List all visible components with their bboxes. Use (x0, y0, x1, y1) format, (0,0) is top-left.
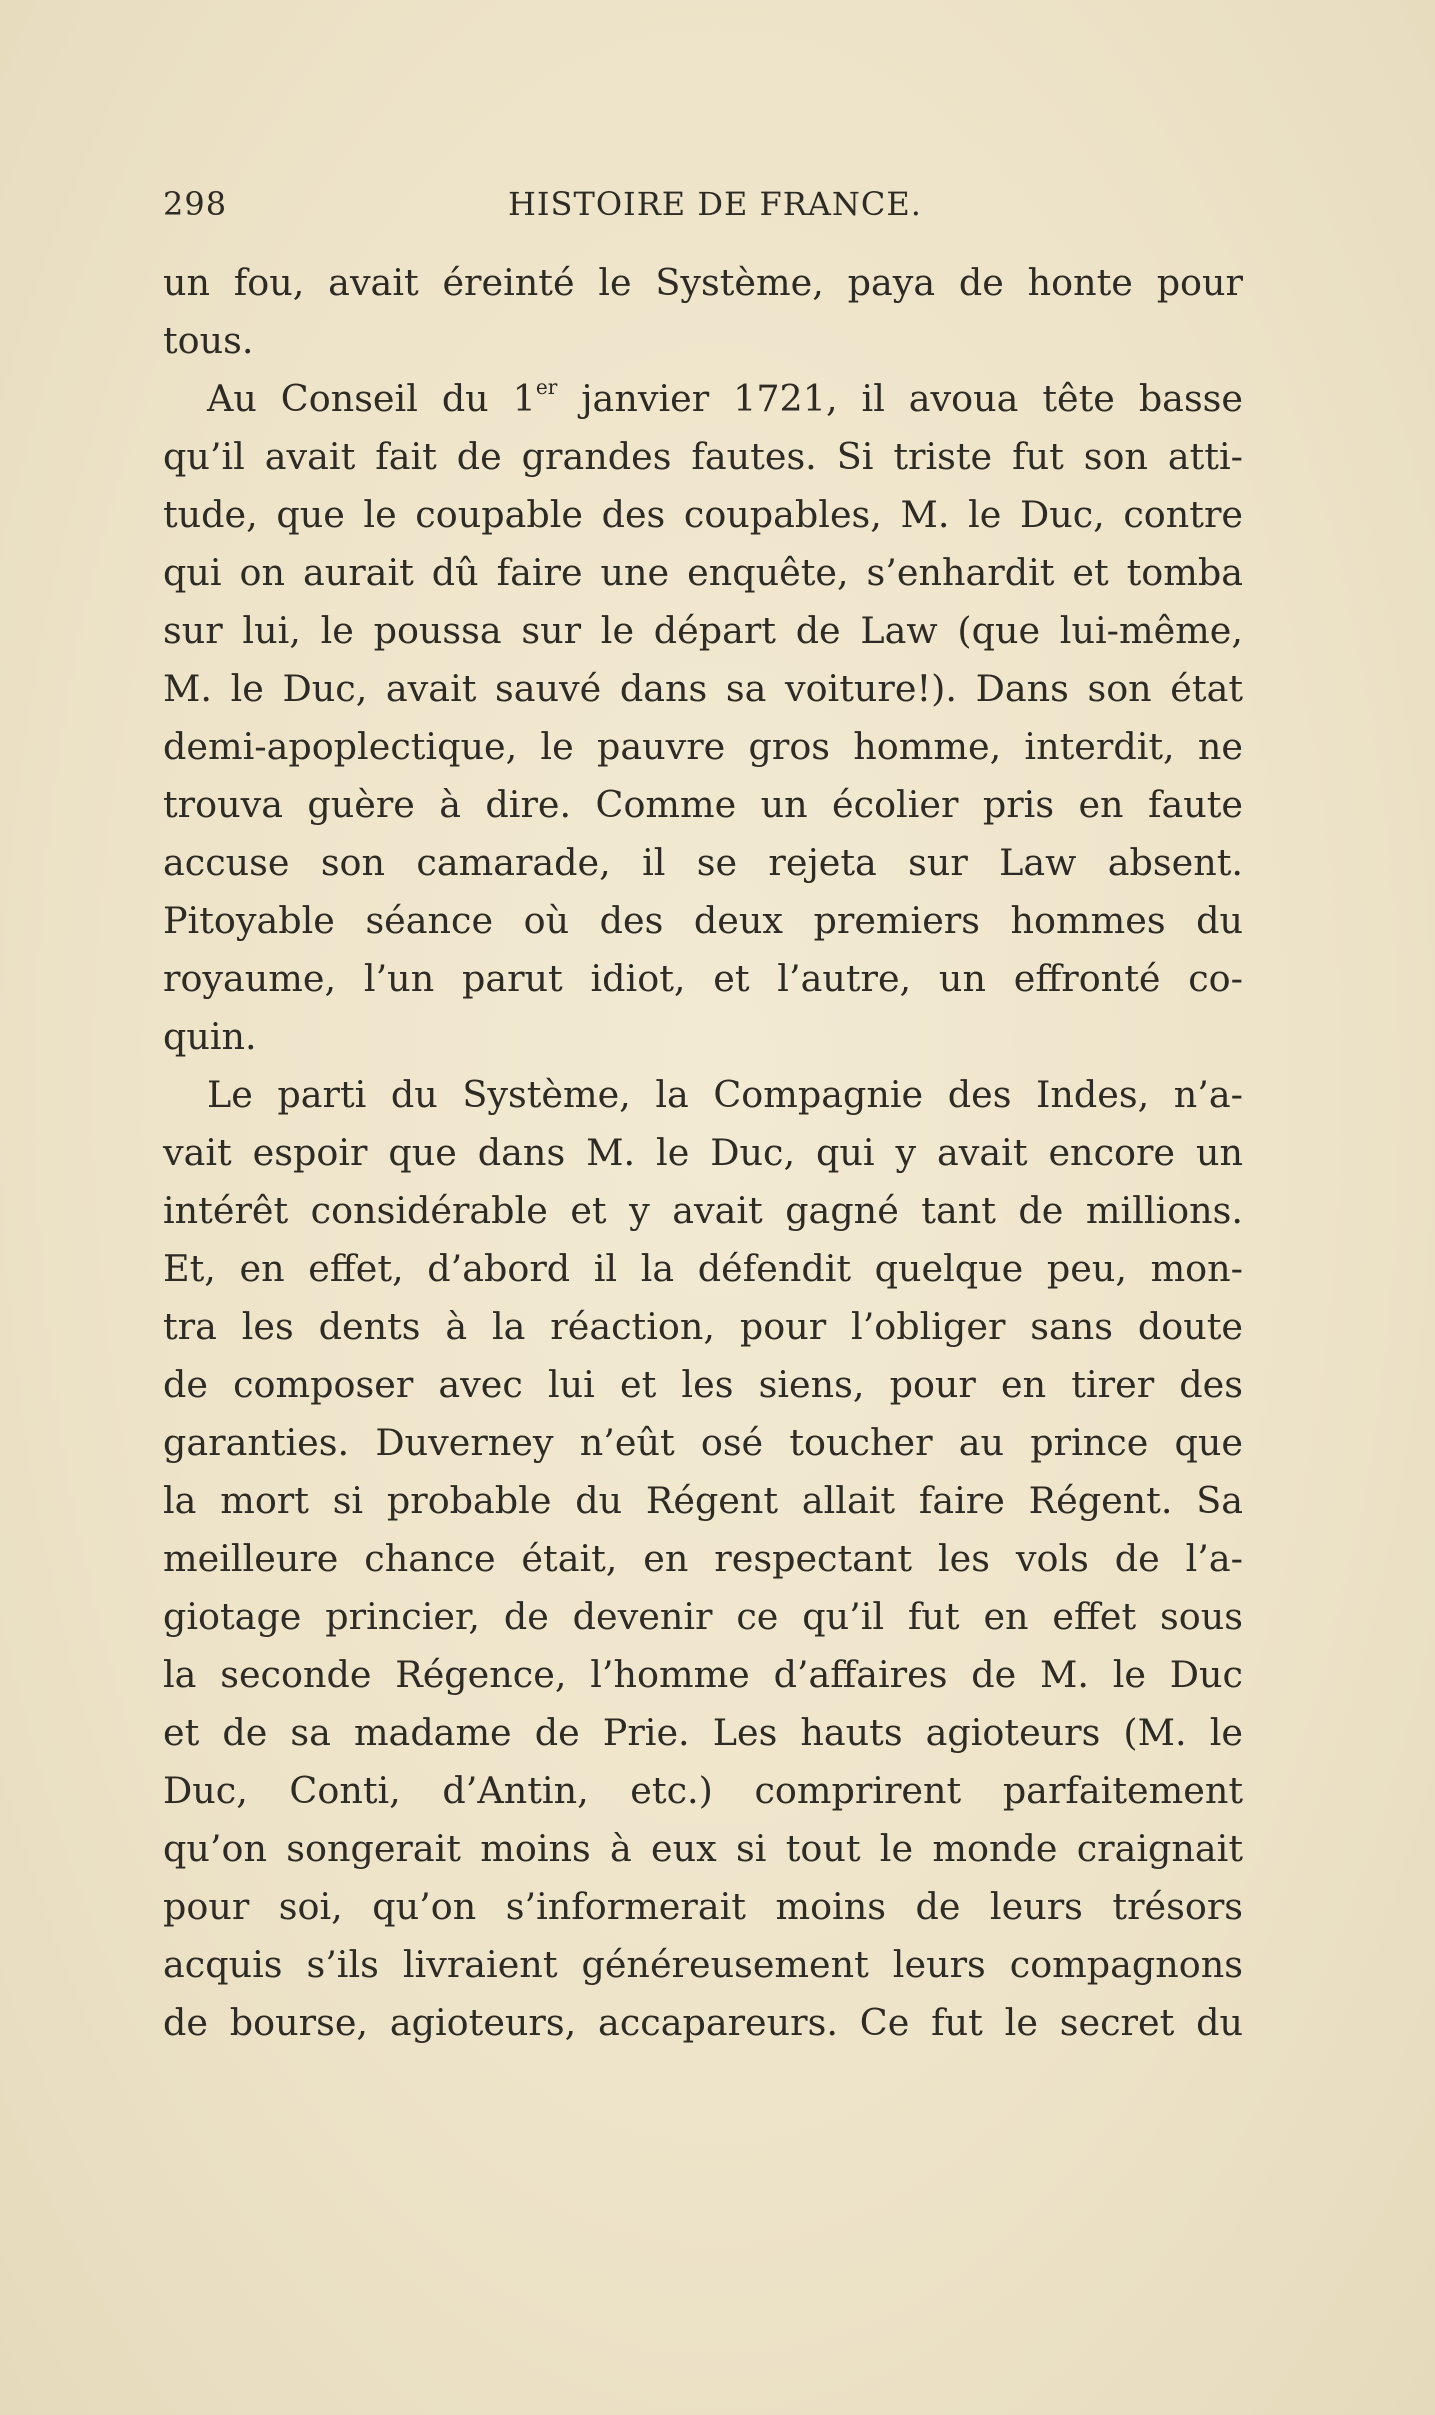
text-line: Pitoyable séance où des deux premiers hommes du (163, 899, 1243, 942)
text-line: de bourse, agioteurs, accapareurs. Ce fut le secret du (163, 2001, 1243, 2044)
body-text (163, 254, 1243, 2052)
text-line: accuse son camarade, il se rejeta sur Law absent. (163, 841, 1243, 884)
text-line: quin. (163, 1015, 257, 1058)
text-line: demi-apoplectique, le pauvre gros homme, interdit, ne (163, 725, 1243, 768)
text-line: et de sa madame de Prie. Les hauts agioteurs (M. le (163, 1711, 1243, 1754)
text-line: un fou, avait éreinté le Système, paya de honte pour (163, 261, 1243, 304)
text-line: trouva guère à dire. Comme un écolier pris en faute (163, 783, 1243, 826)
text-line: royaume, l’un parut idiot, et l’autre, un effronté co- (163, 957, 1243, 1000)
text-line: qui on aurait dû faire une enquête, s’enhardit et tomba (163, 551, 1243, 594)
text-line: M. le Duc, avait sauvé dans sa voiture!). Dans son état (163, 667, 1243, 710)
text-line: la seconde Régence, l’homme d’affaires de M. le Duc (163, 1653, 1243, 1696)
text-line: Et, en effet, d’abord il la défendit quelque peu, mon- (163, 1247, 1243, 1290)
text-line: giotage princier, de devenir ce qu’il fut en effet sous (163, 1595, 1243, 1638)
text-line: Le parti du Système, la Compagnie des Indes, n’a- (207, 1073, 1243, 1116)
text-line (163, 370, 1243, 428)
ordinal-superscript: er (535, 374, 558, 399)
page-number: 298 (163, 185, 228, 223)
text-line: tous. (163, 319, 254, 362)
text-segment: janvier 1721, il avoua tête basse (557, 377, 1244, 420)
text-line: acquis s’ils livraient généreusement leurs compagnons (163, 1943, 1243, 1986)
text-line: Duc, Conti, d’Antin, etc.) comprirent parfaitement (163, 1769, 1243, 1812)
text-line: sur lui, le poussa sur le départ de Law (que lui-même, (163, 609, 1243, 652)
text-line: la mort si probable du Régent allait faire Régent. Sa (163, 1479, 1243, 1522)
text-line: meilleure chance était, en respectant les vols de l’a- (163, 1537, 1243, 1580)
text-line: qu’il avait fait de grandes fautes. Si triste fut son atti- (163, 435, 1243, 478)
page-header (163, 185, 1243, 230)
text-line: qu’on songerait moins à eux si tout le monde craignait (163, 1827, 1243, 1870)
text-line: tude, que le coupable des coupables, M. le Duc, contre (163, 493, 1243, 536)
text-line: garanties. Duverney n’eût osé toucher au prince que (163, 1421, 1243, 1464)
running-title: HISTOIRE DE FRANCE. (508, 185, 922, 223)
text-line: pour soi, qu’on s’informerait moins de leurs trésors (163, 1885, 1243, 1928)
text-line: vait espoir que dans M. le Duc, qui y avait encore un (163, 1131, 1243, 1174)
text-line: de composer avec lui et les siens, pour en tirer des (163, 1363, 1243, 1406)
text-segment: Au Conseil du 1 (207, 377, 536, 420)
text-line: tra les dents à la réaction, pour l’obliger sans doute (163, 1305, 1243, 1348)
text-line: intérêt considérable et y avait gagné tant de millions. (163, 1189, 1243, 1232)
